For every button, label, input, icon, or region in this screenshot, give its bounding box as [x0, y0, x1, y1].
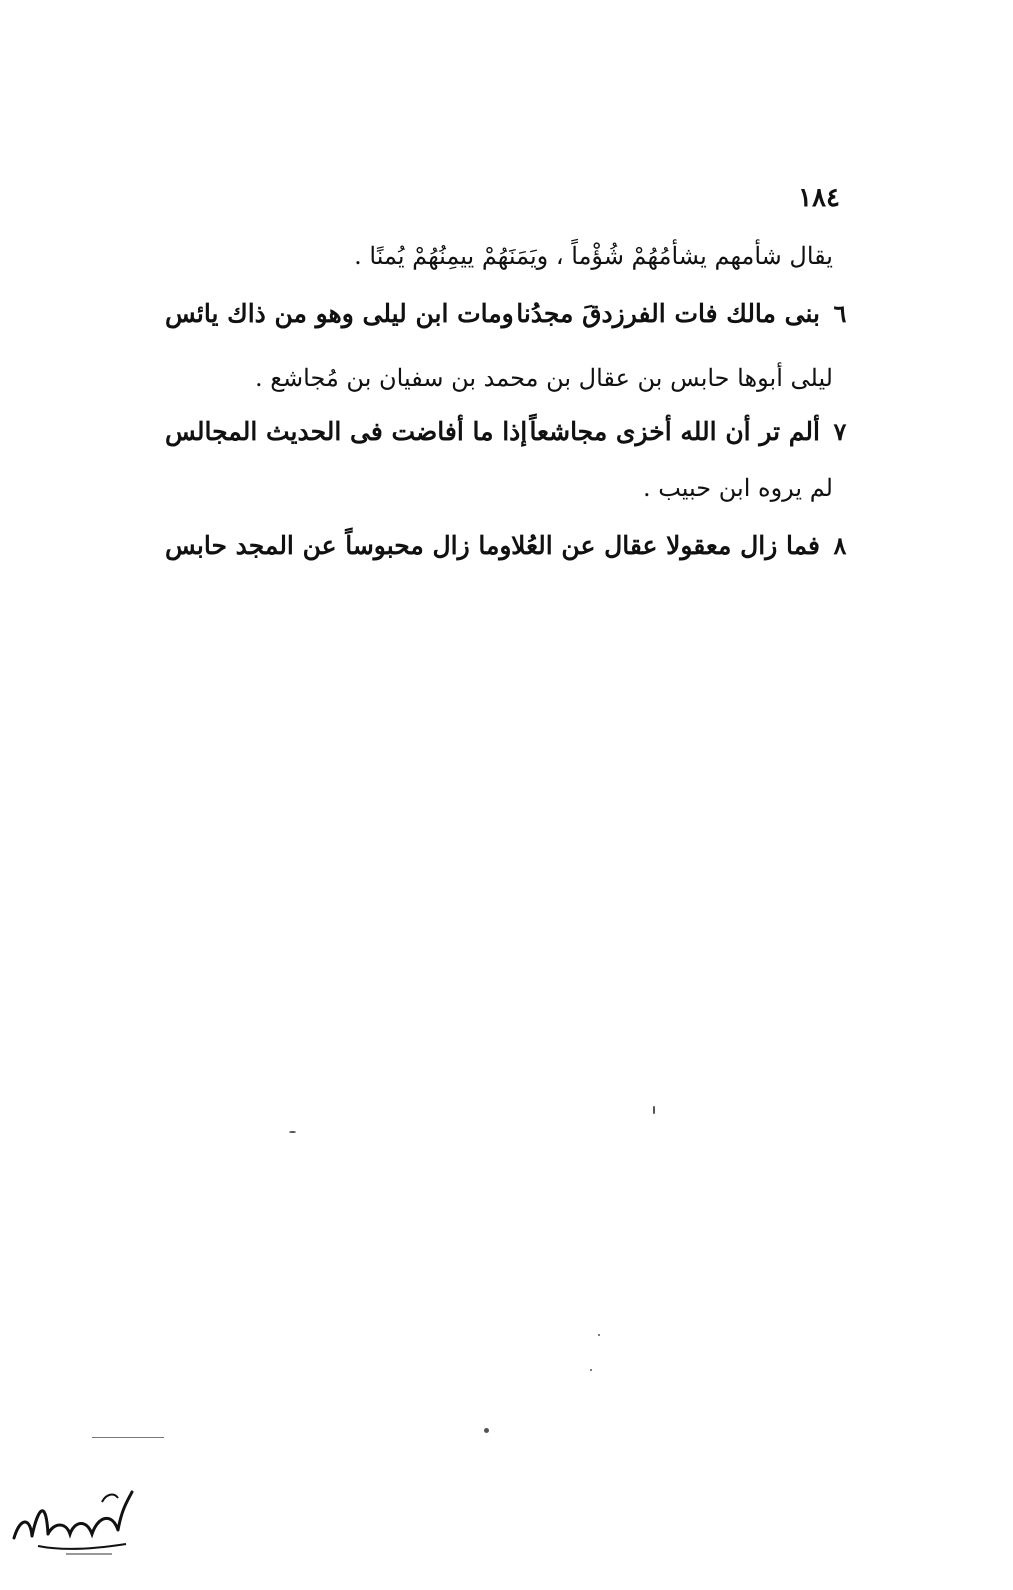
page-number: ١٨٤	[798, 183, 840, 213]
verse-6-second-hemistich: ومات ابن ليلى وهو من ذاك يائس	[165, 299, 514, 328]
note-line-1: يقال شأمهم يشأمُهُمْ شُؤْماً ، ويَمَنَهُمْ ييمِنُهُمْ يُمنًا .	[354, 242, 833, 270]
scan-speck	[484, 1428, 489, 1433]
publisher-logo	[8, 1478, 140, 1560]
scan-speck	[598, 1334, 600, 1336]
verse-number-7: ٧	[833, 417, 847, 446]
verse-number-8: ٨	[833, 531, 847, 560]
verse-7-note: لم يروه ابن حبيب .	[642, 474, 833, 502]
verse-6-note: ليلى أبوها حابس بن عقال بن محمد بن سفيان بن مُجاشع .	[255, 364, 833, 392]
verse-number-6: ٦	[833, 299, 847, 328]
verse-8-second-hemistich: وما زال محبوساً عن المجد حابس	[165, 531, 512, 560]
verse-6-first-hemistich: بنى مالك فات الفرزدقَ مجدُنا	[516, 299, 820, 328]
verse-8-first-hemistich: فما زال معقولا عقال عن العُلا	[511, 531, 820, 560]
scan-speck	[590, 1369, 592, 1371]
scan-speck	[289, 1131, 296, 1133]
footer-rule	[92, 1437, 164, 1438]
scan-speck	[653, 1106, 655, 1114]
verse-7-first-hemistich: ألم تر أن الله أخزى مجاشعاً	[529, 417, 820, 446]
verse-7-second-hemistich: إذا ما أفاضت فى الحديث المجالس	[165, 417, 528, 446]
